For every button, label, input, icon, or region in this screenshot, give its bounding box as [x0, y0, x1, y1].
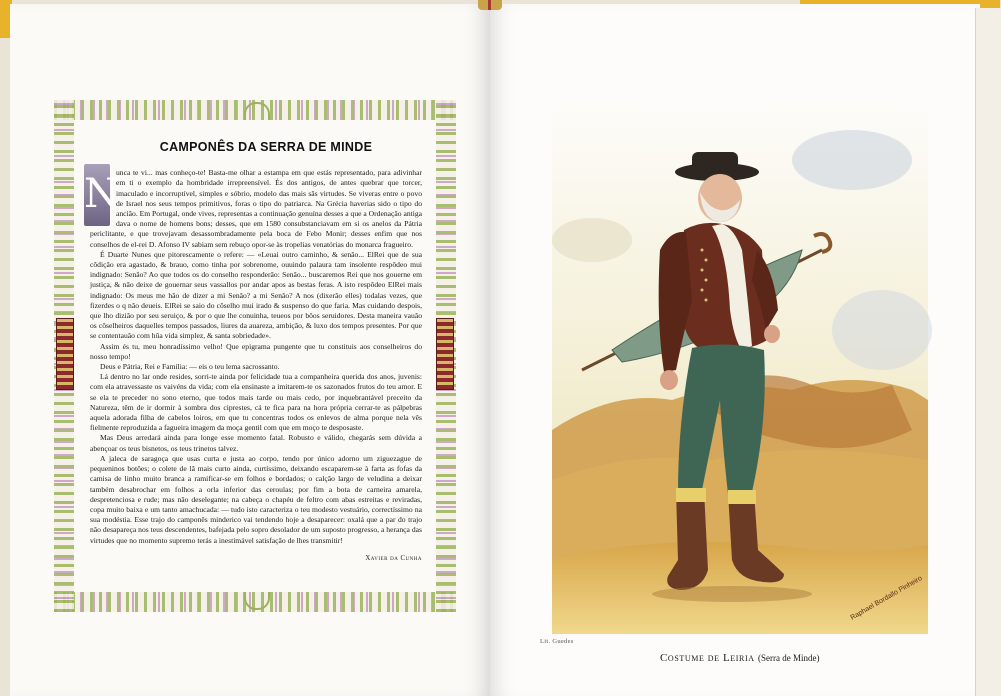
spine-ribbon — [478, 0, 502, 10]
article-title: CAMPONÊS DA SERRA DE MINDE — [159, 140, 373, 154]
frame-top-ornament — [244, 102, 270, 120]
caption-main: Costume de Leiria — [660, 652, 755, 664]
painting-signature: Raphael Bordallo Pinheiro — [849, 574, 924, 622]
frame-emblem-left — [56, 318, 74, 390]
costume-illustration — [552, 100, 928, 634]
paragraph: A jaleca de saragoça que usas curta e justa ao corpo, tendo por único adorno um ziguezague de pequeninos botões; o colete de lã mais curto ainda, curtíssimo, deixando escaparem-se à farta as fofas da camisa de linho muito branca a ramificar-se em folhos e bordados; o calção largo de veludina a deixar também desabrochar em folhos a orla inferior das ceroulas; por fim a bota de carneira amarela, despretenciosa e rude; mas não deselegante; na cabeça o chapéu de feltro com abas estreitas e reviradas, copa muito baixa e um tanto amachucada: — tudo isto caracteriza o teu modesto vestuário, correctíssimo na sua modéstia. Esse trajo do camponês minderico vai tendendo hoje a desaparecer: oxalá que a par do trajo não desapareça nos teus descendentes, bafejada pelo sopro desolador de um suposto progresso, a herança das virtudes que no momento supremo terás a inestimável satisfação de lhes transmitir! — [90, 453, 422, 545]
paragraph: É Duarte Nunes que pitorescamente o refere: — «Leuai outro caminho, & senão... ElRei que de sua cõdição era agastado, & brauo, como tinha por sobrenome, ouuindo palaura tam insolente respõdeo mui indignado: Senão? Ao que todos os do conselho responderão: Senão... buscaremos Rei que nos gouerne em justiça, & não deixe de gouernar seus vassallos por andar apos as bestas feras. A isto respõdeo ElRei mais indignado: Os meus me hão de dizer a mi Senão? a mi Senão? A nos (dixerão elles) todalas vezes, que fizerdes o q não deueis. ElRei se saio do cõselho mui irado & suspenso do que faria. Mas cuidando despois, que lho dizião por seu seruiço, & por o que lhe conuinha, teueos por bõos seruidores. Desta maneira vauão os cõselheiros daquelles tempos passados, liures da auareza, ambição, & luxo dos tempos presentes. Por que se contentauão com hũa vida simplez, & santa sobriedade». — [90, 249, 422, 341]
paragraph: Lá dentro no lar onde resides, sorri-te ainda por felicidade tua a companheira querida dos anos, juvenis: com ela atravessaste os vaivéns da vida; com ela ensinaste a imitarem-te os sazonados frutos do teu amor. E se ela te preceder no sono eterno, que todos mais tarde ou mais cedo, por inquebrantável preceito da Natureza, têm de ir dormir à sombra dos ciprestes, cá te fica para na hora própria cerrar-te as pálpebras aquela adorada filha de cabelos loiros, em que tu concentras todos os enlevos de alma porque nela vês fielmente reproduzida a fagueira imagem da moça gentil com que em moço te desposaste. — [90, 372, 422, 433]
ornamental-frame — [54, 100, 456, 612]
frame-emblem-right — [436, 318, 454, 390]
author-signature: Xavier da Cunha — [365, 554, 422, 562]
artist-credit: Lit. Guedes — [540, 638, 574, 645]
paragraph: unca te vi... mas conheço-te! Basta-me olhar a estampa em que estás representado, para adivinhar em ti o exemplo da hombridade irrepreensível. És dos antigos, de antes quebrar que torcer, imaculado e incorruptível, simples e sóbrio, modelo das mais sãs virtudes. Se viveras entre o povo de Israel nos seus tempos primitivos, foras o tipo do patriarca. Na Grécia haverias sido o tipo do ancião. Em Portugal, onde vives, representas a continuação genuína desses a que a Ordenação antiga dava o nome de homens bons; desses, que em 1580 consubstanciavam em si os anelos da Pátria periclitante, e que trovejavam desassombradamente pela boca de Febo Monir; desses enfim que nos conselhos de el-rei D. Afonso IV sabiam sem rebuço opor-se às tropelias venatórias do monarca fragueiro. — [90, 168, 422, 249]
paragraph: Mas Deus arredará ainda para longe esse momento fatal. Robusto e válido, chegarás sem dúvida a abençoar os teus bisnetos, os teus trinetos talvez. — [90, 433, 422, 453]
page-edge — [975, 8, 1001, 696]
peasant-painting — [552, 100, 928, 634]
plate-caption — [660, 652, 819, 664]
caption-sub: (Serra de Minde) — [758, 653, 820, 663]
paragraph: Assim és tu, meu honradíssimo velho! Que epigrama pungente que tu constituis aos conselheiros do nosso tempo! — [90, 341, 422, 361]
paragraph: Deus e Pátria, Rei e Família: — eis o teu lema sacrossanto. — [100, 362, 280, 372]
dropcap-letter: N — [84, 164, 110, 226]
article-text — [84, 140, 422, 582]
